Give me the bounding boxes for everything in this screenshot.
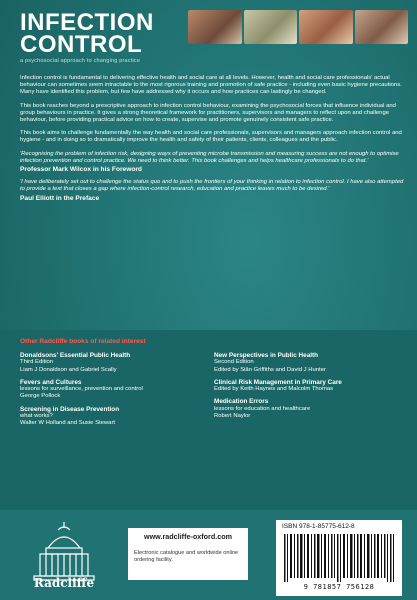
related-book	[214, 398, 404, 420]
related-book	[214, 379, 404, 394]
related-book-authors: Robert Naylor	[214, 413, 251, 420]
blurb-paragraph-3: This book aims to challenge fundamentally the way health and social care professionals, supervisors and managers approach infection control and hygiene - and in doing so to dramatically improve the health and safety of their patients, clients, colleagues and the public.	[20, 130, 402, 144]
barcode-digits: 9 781857 756128	[303, 583, 375, 591]
related-book-detail: what works?	[20, 413, 53, 420]
related-books-heading: Other Radcliffe books of related interest	[20, 338, 146, 345]
quote-preface-attribution: Paul Elliott in the Preface	[20, 194, 100, 202]
website-description: Electronic catalogue and worldwide online ordering facility.	[134, 550, 239, 563]
website-box	[128, 528, 248, 580]
related-books-right-column	[214, 352, 404, 425]
photo-strip	[188, 10, 408, 44]
isbn-barcode-box	[276, 520, 402, 596]
website-link[interactable]: www.radcliffe-oxford.com	[144, 532, 232, 541]
related-book-authors: Walter W Holland and Susie Stewart	[20, 420, 116, 427]
related-book-detail: Second Edition	[214, 359, 254, 366]
quote-foreword-attribution: Professor Mark Wilcox in his Foreword	[20, 166, 142, 174]
related-book-title: Medication Errors	[214, 398, 269, 406]
photo-care-3	[299, 10, 353, 44]
book-subtitle: a psychosocial approach to changing practice	[20, 58, 141, 64]
cover-footer	[0, 510, 417, 600]
related-book-title: Fevers and Cultures	[20, 378, 82, 386]
related-book	[20, 352, 210, 374]
related-book-authors: Edited by Siân Griffiths and David J Hunter	[214, 366, 326, 373]
related-book-detail: lessons for surveillance, prevention and control	[20, 386, 143, 393]
related-books-left-column	[20, 352, 210, 433]
publisher-name: Radcliffe	[33, 576, 95, 590]
related-book-detail: Third Edition	[20, 359, 54, 366]
isbn-number: ISBN 978-1-85775-612-8	[282, 523, 355, 530]
related-book-authors: George Pollock	[20, 393, 61, 400]
quote-foreword: 'Recognising the problem of infection risk, designing ways of preventing microbe transmission and measuring success are not enough to optimise infection prevention and control practice. We need to think better. This book challenges and helps healthcare professionals to do that.'	[20, 150, 399, 164]
related-book	[20, 379, 210, 401]
related-book	[214, 352, 404, 374]
photo-care-4	[355, 10, 409, 44]
related-books-section	[0, 330, 417, 510]
related-book-authors: Liam J Donaldson and Gabriel Scally	[20, 366, 117, 373]
related-book-detail: lessons for education and healthcare	[214, 405, 311, 412]
related-book-title: Clinical Risk Management in Primary Care	[214, 378, 342, 386]
photo-care-2	[244, 10, 298, 44]
barcode-icon	[282, 534, 396, 582]
related-book-detail: Edited by Keith Haynes and Malcolm Thomas	[214, 386, 334, 393]
blurb	[20, 75, 404, 208]
related-book-title: Screening in Disease Prevention	[20, 405, 120, 413]
title-line-1: INFECTION	[20, 9, 154, 36]
related-book-title: Donaldsons' Essential Public Health	[20, 352, 131, 359]
title-line-2: CONTROL	[20, 31, 143, 58]
quote-preface: 'I have deliberately set out to challenge the status quo and to push the frontiers of your thinking in relation to infection control. I have also attempted to provide a text that closes a gap where infection-control research, education and practice leaves much to be desired.'	[20, 179, 404, 193]
blurb-paragraph-2: This book reaches beyond a prescriptive approach to infection control behaviour, examining the psychosocial forces that influence individual and group behaviours in practice. It gives a strong theoretical framework for practitioners, supervisors and managers to reflect upon and challenge behaviour, before providing practical advice on how to create, supervise and promote genuinely consistent safe practice.	[20, 102, 396, 124]
related-book-title: New Perspectives in Public Health	[214, 352, 319, 359]
blurb-paragraph-1: Infection control is fundamental to delivering effective health and social care at all levels. However, health and social care professionals' actual behaviour can sometimes seem intractable to the most rigorous training and promotion of safe practice - including even basic hygiene precautions. Many have identified this problem, but few have addressed why it occurs and how practices can lastingly be changed.	[20, 75, 402, 96]
photo-care-1	[188, 10, 242, 44]
related-book	[20, 406, 210, 428]
